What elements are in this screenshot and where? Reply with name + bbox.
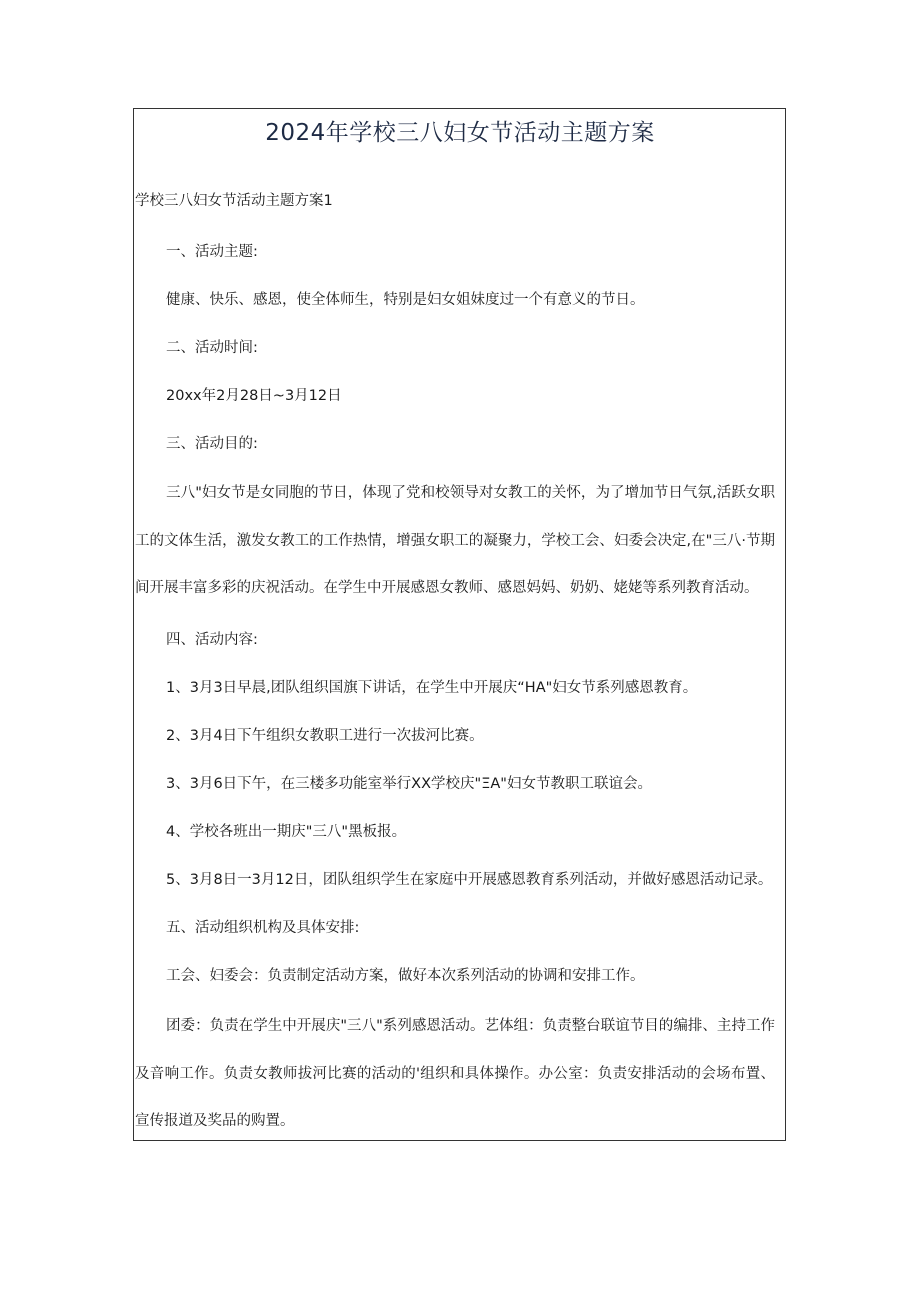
section-3-body: 三八"妇女节是女同胞的节日，体现了党和校领导对女教工的关怀，为了增加节日气氛,活跃女职工的文体生活，激发女教工的工作热情，增强女职工的凝聚力，学校工会、妇委会决定,在"三八·节期间开展丰富多彩的庆祝活动。在学生中开展感恩女教师、感恩妈妈、奶奶、姥姥等系列教育活动。 [135, 485, 775, 596]
document-title: 2024年学校三八妇女节活动主题方案 [265, 120, 655, 146]
document-subtitle: 学校三八妇女节活动主题方案1 [135, 193, 333, 209]
section-3-heading: 三、活动目的: [166, 436, 258, 452]
section-2-body: 20xx年2月28日~3月12日 [166, 388, 342, 404]
section-1-heading: 一、活动主题: [166, 244, 258, 260]
list-item: 3、3月6日下午，在三楼多功能室举行XX学校庆"ΞA"妇女节教职工联谊会。 [166, 776, 652, 792]
list-item: 1、3月3日早晨,团队组织国旗下讲话，在学生中开展庆“HA"妇女节系列感恩教育。 [166, 680, 698, 696]
section-2-heading: 二、活动时间: [166, 340, 258, 356]
section-5-heading: 五、活动组织机构及具体安排: [166, 920, 360, 936]
section-5-line: 工会、妇委会：负责制定活动方案，做好本次系列活动的协调和安排工作。 [166, 968, 645, 984]
section-1-body: 健康、快乐、感恩，使全体师生，特别是妇女姐妹度过一个有意义的节日。 [166, 292, 645, 308]
list-item: 5、3月8日一3月12日，团队组织学生在家庭中开展感恩教育系列活动，并做好感恩活动记录。 [166, 872, 773, 888]
section-4-heading: 四、活动内容: [166, 632, 258, 648]
list-item: 4、学校各班出一期庆"三八"黑板报。 [166, 824, 407, 840]
section-5-body: 团委：负责在学生中开展庆"三八"系列感恩活动。艺体组：负责整台联谊节目的编排、主持工作及音响工作。负责女教师拔河比赛的活动的'组织和具体操作。办公室：负责安排活动的会场布置、宣传报道及奖品的购置。 [135, 1018, 775, 1129]
section-3-paragraph [135, 470, 775, 613]
list-item: 2、3月4日下午组织女教职工进行一次拔河比赛。 [166, 728, 484, 744]
section-5-paragraph [135, 1003, 775, 1146]
